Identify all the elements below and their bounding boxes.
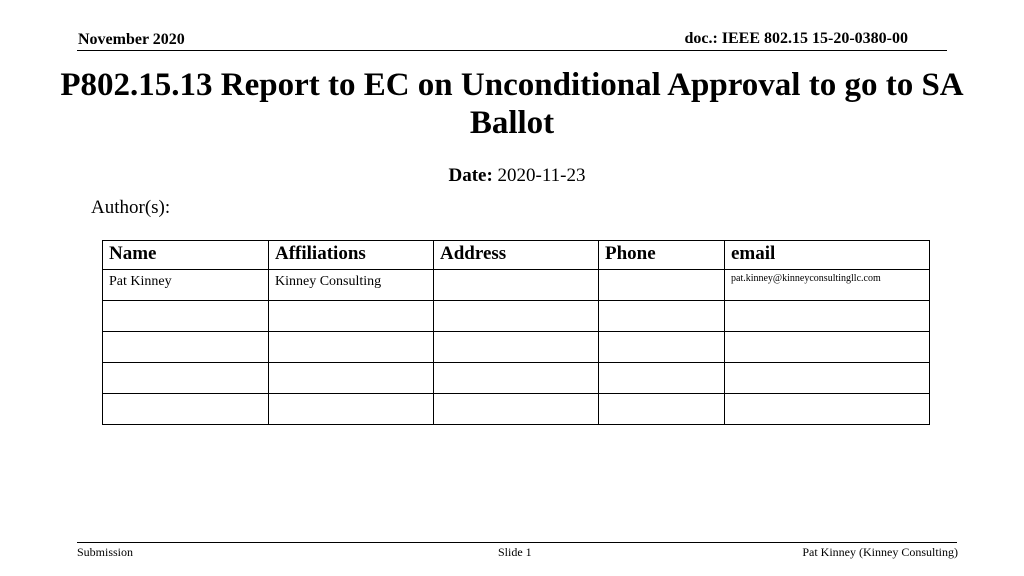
author-email-cell xyxy=(725,332,930,363)
table-row xyxy=(103,301,930,332)
author-phone-cell xyxy=(599,270,725,301)
author-phone-cell xyxy=(599,332,725,363)
header-doc-id: doc.: IEEE 802.15 15-20-0380-00 xyxy=(684,30,908,47)
column-header-phone: Phone xyxy=(599,241,725,270)
author-phone-cell xyxy=(599,394,725,425)
author-email-cell xyxy=(725,301,930,332)
table-row xyxy=(103,394,930,425)
author-name-cell xyxy=(103,394,269,425)
header-date: November 2020 xyxy=(78,31,185,48)
footer-author: Pat Kinney (Kinney Consulting) xyxy=(802,545,958,559)
author-email-cell: pat.kinney@kinneyconsultingllc.com xyxy=(725,270,930,301)
date-label: Date: xyxy=(448,165,493,186)
author-table-header-row xyxy=(103,241,930,270)
column-header-address: Address xyxy=(434,241,599,270)
author-address-cell xyxy=(434,301,599,332)
author-address-cell xyxy=(434,394,599,425)
header-divider xyxy=(77,50,947,51)
author-address-cell xyxy=(434,363,599,394)
date-line xyxy=(0,164,1024,188)
author-affiliation-cell: Kinney Consulting xyxy=(269,270,434,301)
column-header-name: Name xyxy=(103,241,269,270)
author-name-cell xyxy=(103,363,269,394)
footer-slide-number: Slide 1 xyxy=(498,545,532,559)
author-affiliation-cell xyxy=(269,394,434,425)
author-email-cell xyxy=(725,363,930,394)
table-row xyxy=(103,332,930,363)
table-row xyxy=(103,363,930,394)
author-affiliation-cell xyxy=(269,332,434,363)
author-phone-cell xyxy=(599,363,725,394)
author-phone-cell xyxy=(599,301,725,332)
date-value: 2020-11-23 xyxy=(497,165,586,186)
author-name-cell xyxy=(103,301,269,332)
slide-title: P802.15.13 Report to EC on Unconditional Approval to go to SA Ballot xyxy=(60,67,964,141)
author-email-cell xyxy=(725,394,930,425)
author-name-cell xyxy=(103,332,269,363)
authors-label: Author(s): xyxy=(91,197,171,218)
author-table xyxy=(102,240,930,425)
column-header-affiliations: Affiliations xyxy=(269,241,434,270)
footer-divider xyxy=(77,542,957,543)
footer-submission: Submission xyxy=(77,545,134,559)
column-header-email: email xyxy=(725,241,930,270)
author-address-cell xyxy=(434,332,599,363)
author-affiliation-cell xyxy=(269,363,434,394)
author-name-cell: Pat Kinney xyxy=(103,270,269,301)
author-address-cell xyxy=(434,270,599,301)
table-row xyxy=(103,270,930,301)
author-affiliation-cell xyxy=(269,301,434,332)
